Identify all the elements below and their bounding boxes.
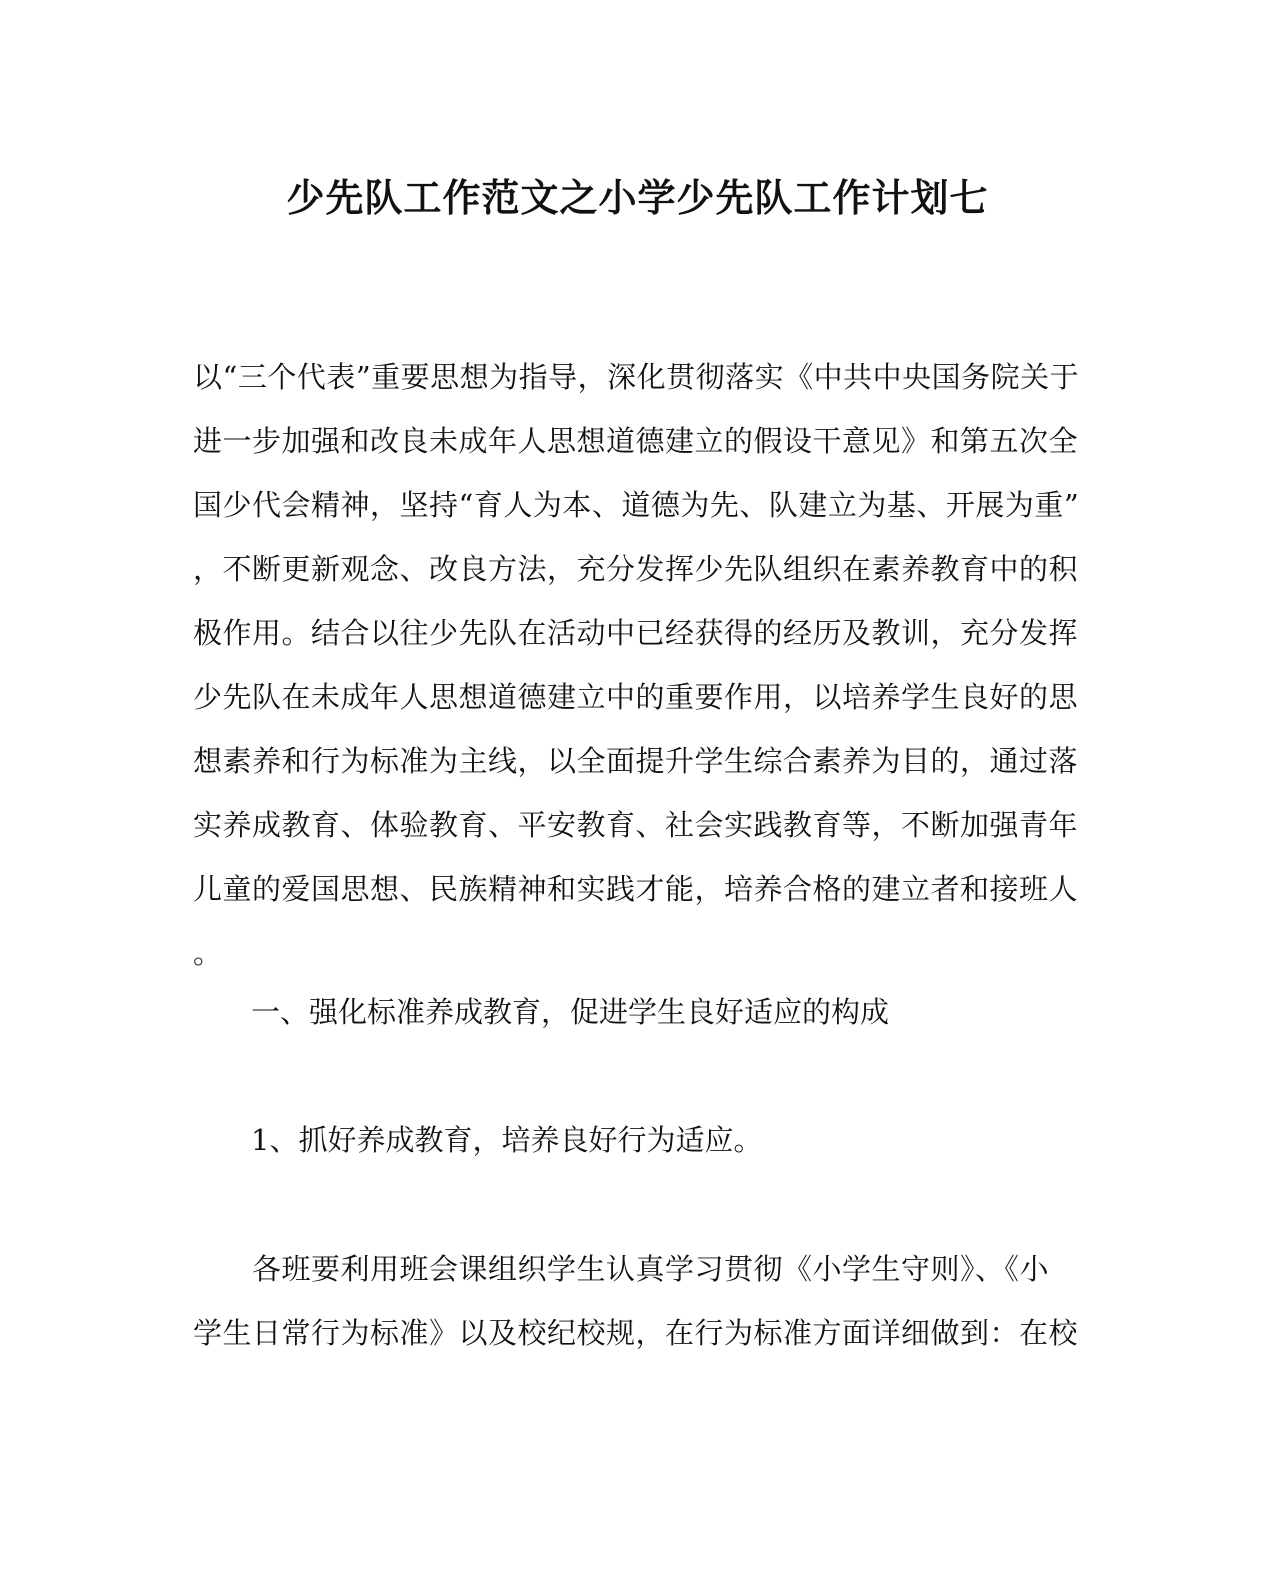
section-heading: 一、强化标准养成教育，促进学生良好适应的构成 bbox=[251, 995, 890, 1029]
rules-line: 学生日常行为标准》以及校纪校规，在行为标准方面详细做到：在校 bbox=[193, 1316, 1079, 1350]
intro-line: 实养成教育、体验教育、平安教育、社会实践教育等，不断加强青年 bbox=[193, 808, 1079, 842]
intro-line: 想素养和行为标准为主线，以全面提升学生综合素养为目的，通过落 bbox=[193, 744, 1079, 778]
intro-paragraph bbox=[193, 345, 1080, 985]
rules-paragraph bbox=[193, 1237, 1079, 1365]
rules-line: 各班要利用班会课组织学生认真学习贯彻《小学生守则》、《小 bbox=[193, 1252, 1050, 1286]
intro-line: 极作用。结合以往少先队在活动中已经获得的经历及教训，充分发挥 bbox=[193, 616, 1079, 650]
intro-line: 儿童的爱国思想、民族精神和实践才能，培养合格的建立者和接班人 bbox=[193, 872, 1079, 906]
intro-line: 。 bbox=[193, 936, 223, 970]
subsection-heading: 1、抓好养成教育，培养良好行为适应。 bbox=[251, 1123, 763, 1157]
intro-line: 以“三个代表”重要思想为指导，深化贯彻落实《中共中央国务院关于 bbox=[193, 360, 1080, 394]
intro-line: 进一步加强和改良未成年人思想道德建立的假设干意见》和第五次全 bbox=[193, 424, 1079, 458]
intro-line: ，不断更新观念、改良方法，充分发挥少先队组织在素养教育中的积 bbox=[193, 552, 1079, 586]
page-title: 少先队工作范文之小学少先队工作计划七 bbox=[286, 175, 989, 220]
intro-line: 国少代会精神，坚持“育人为本、道德为先、队建立为基、开展为重” bbox=[193, 488, 1080, 522]
intro-line: 少先队在未成年人思想道德建立中的重要作用，以培养学生良好的思 bbox=[193, 680, 1079, 714]
